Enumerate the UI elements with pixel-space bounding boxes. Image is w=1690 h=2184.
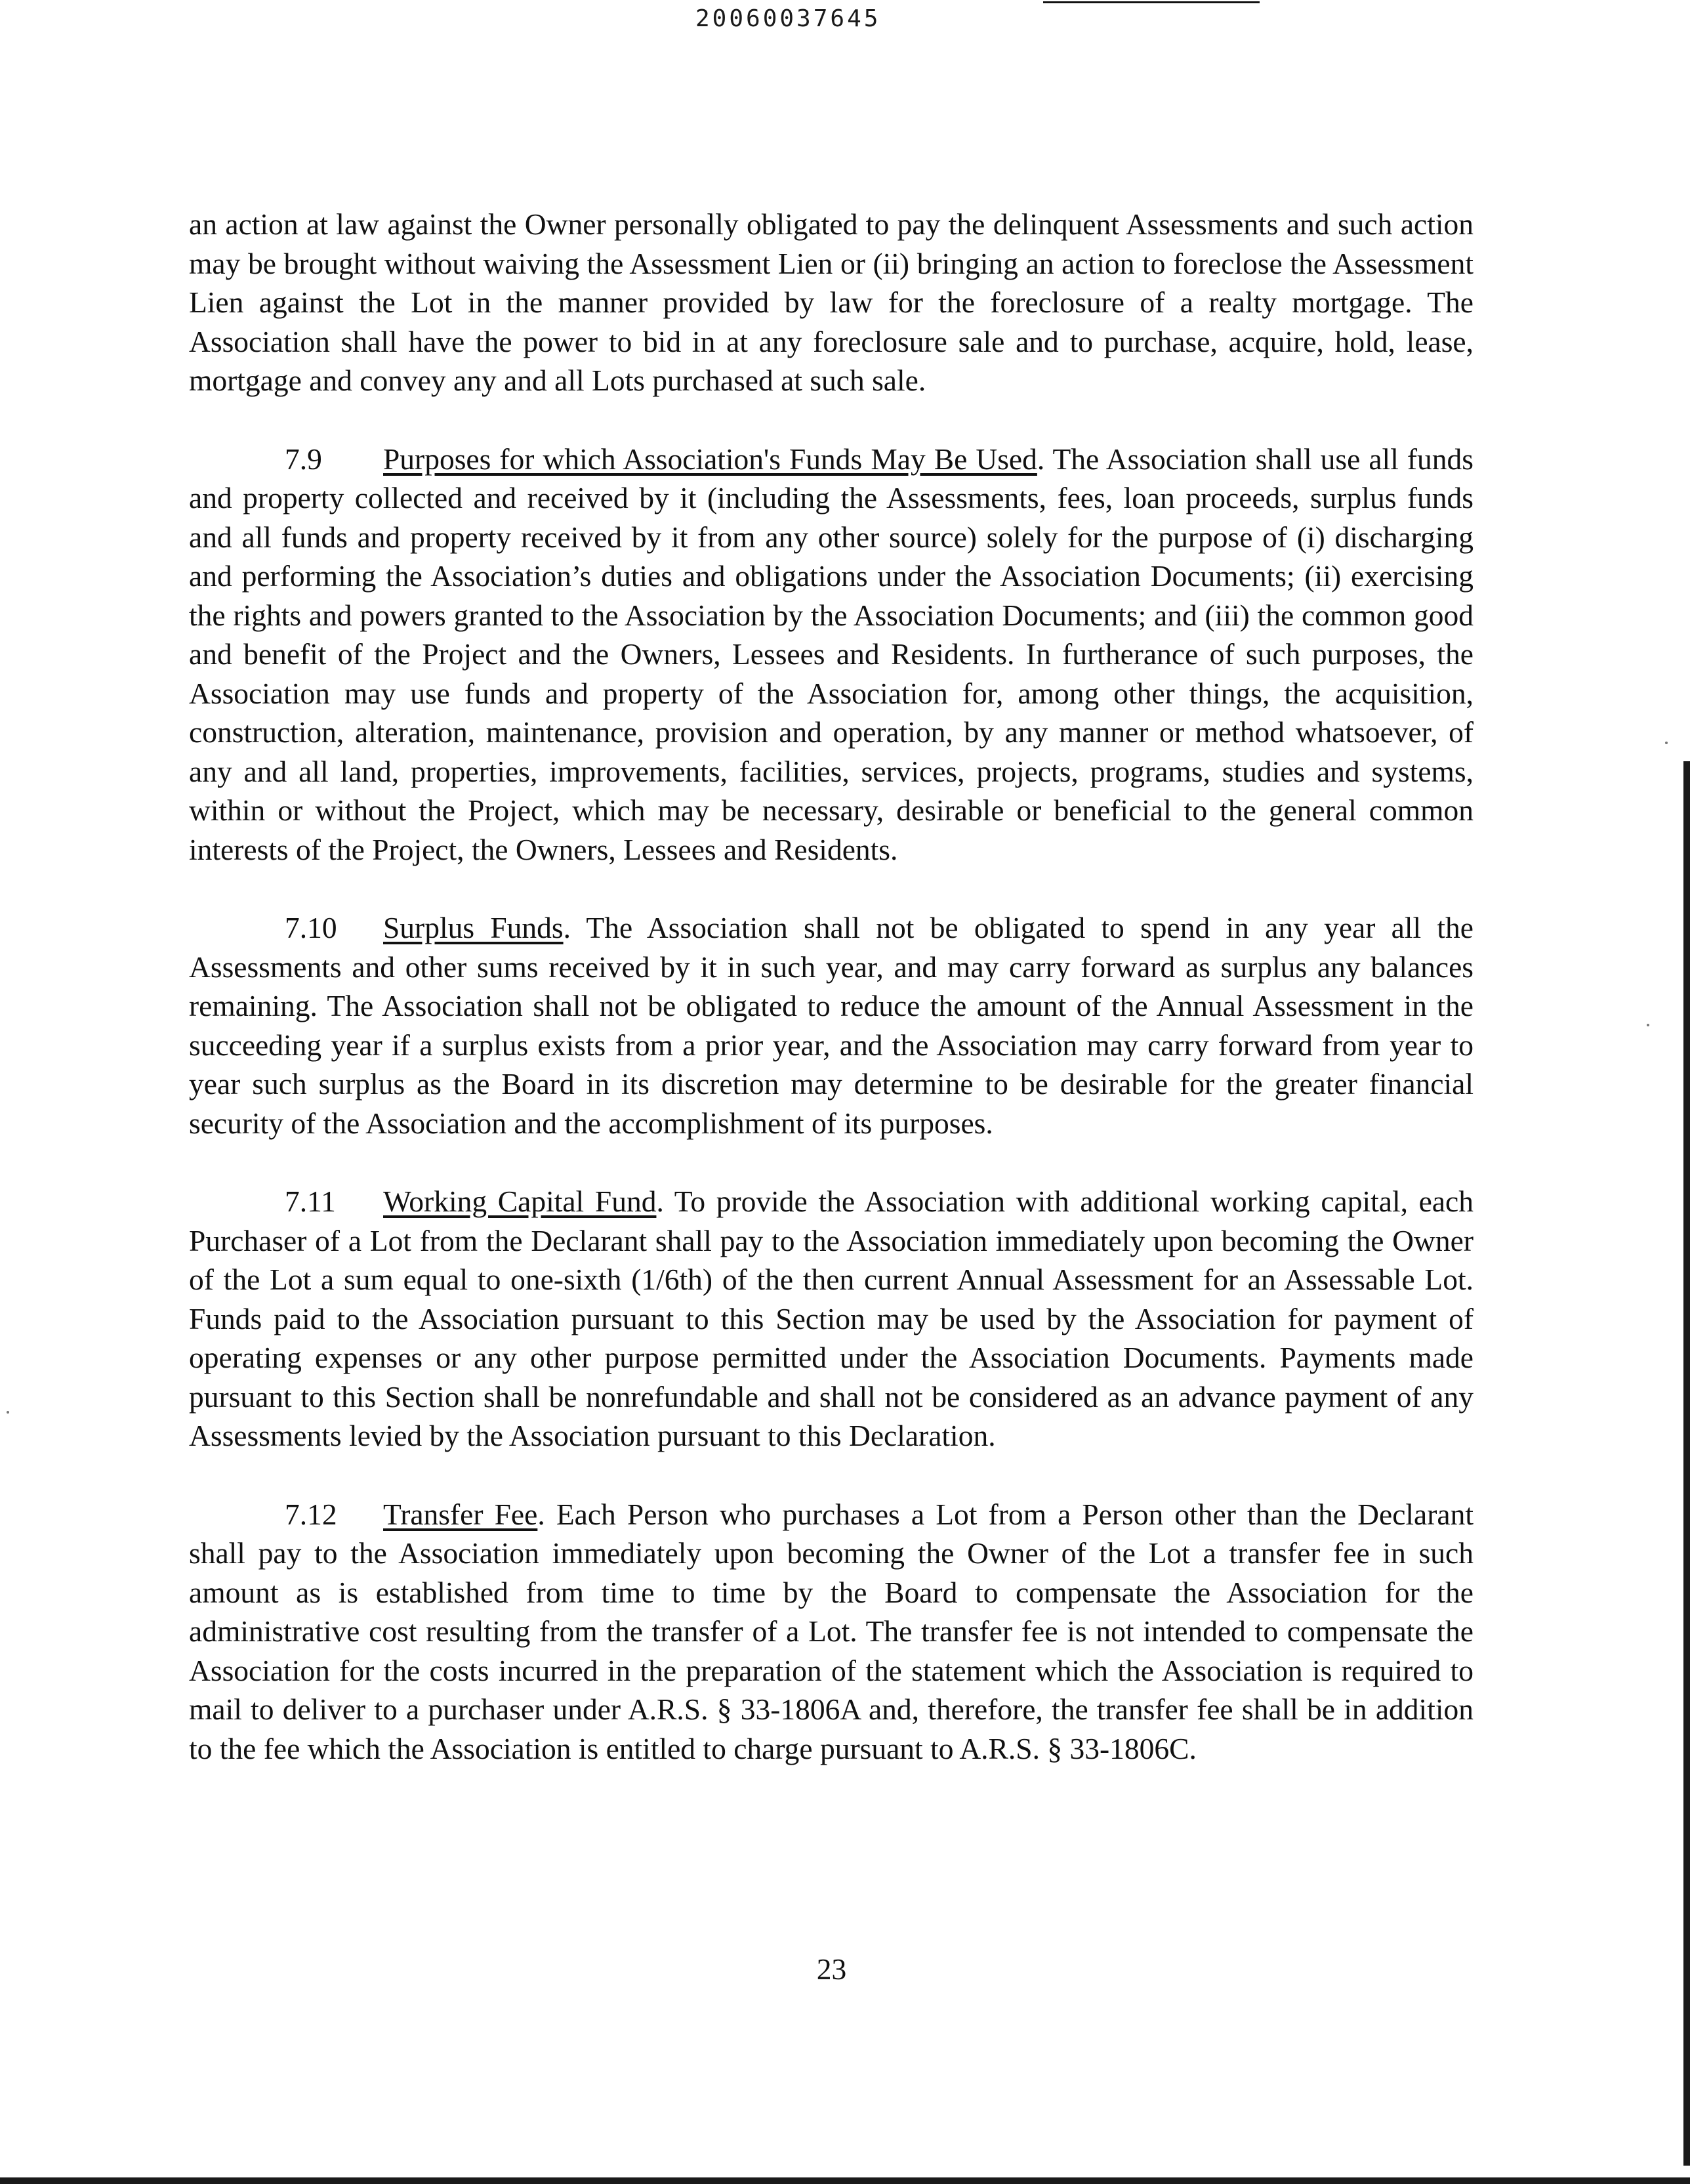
section-body: . To provide the Association with additional working capital, each Purchaser of a Lot from the Declarant shall pay to the Association immediately upon becoming the Owner of the Lot a sum equal to one-sixth (1/6th) of the then current Annual Assessment for an Assessable Lot. Funds paid to the Association pursuant to this Section may be used by the Association for payment of operating expenses or any other purpose permitted under the Association Documents. Payments made pursuant to this Section shall be nonrefundable and shall not be considered as an advance payment of any Assessments levied by the Association pursuant to this Declaration. — [189, 1185, 1474, 1452]
section-7-9 — [189, 440, 1474, 870]
scan-speck — [1665, 742, 1668, 744]
page-number: 23 — [816, 1952, 847, 1986]
scan-right-edge — [1683, 761, 1690, 2166]
section-number: 7.12 — [285, 1497, 337, 1531]
section-number: 7.11 — [285, 1185, 336, 1218]
continuation-paragraph: an action at law against the Owner personally obligated to pay the delinquent Assessments and such action may be brought without waiving the Assessment Lien or (ii) bringing an action to foreclose the Assessment Lien against the Lot in the manner provided by law for the foreclosure of a realty mortgage. The Association shall have the power to bid in at any foreclosure sale and to purchase, acquire, hold, lease, mortgage and convey any and all Lots purchased at such sale. — [189, 207, 1474, 397]
section-number: 7.9 — [285, 442, 322, 476]
section-title: Transfer Fee — [383, 1497, 538, 1531]
section-body: . Each Person who purchases a Lot from a Person other than the Declarant shall pay to the Association immediately upon becoming the Owner of the Lot a transfer fee in such amount as is established from time to time by the Board to compensate the Association for the administrative cost resulting from the transfer of a Lot. The transfer fee is not intended to compensate the Association for the costs incurred in the preparation of the statement which the Association is required to mail to deliver to a purchaser under A.R.S. § 33-1806A and, therefore, the transfer fee shall be in addition to the fee which the Association is entitled to charge pursuant to A.R.S. § 33-1806C. — [189, 1497, 1474, 1765]
scan-speck — [1647, 1024, 1649, 1026]
scan-bottom-edge — [0, 2177, 1690, 2184]
section-body: . The Association shall use all funds and property collected and received by it (including the Assessments, fees, loan proceeds, surplus funds and all funds and property received by it from any other source) solely for the purpose of (i) discharging and performing the Association’s duties and obligations under the Association Documents; (ii) exercising the rights and powers granted to the Association by the Association Documents; and (iii) the common good and benefit of the Project and the Owners, Lessees and Residents. In furtherance of such purposes, the Association may use funds and property of the Association for, among other things, the acquisition, construction, alteration, maintenance, provision and operation, by any manner or method whatsoever, of any and all land, properties, improvements, facilities, services, projects, programs, studies and systems, within or without the Project, which may be necessary, desirable or beneficial to the general common interests of the Project, the Owners, Lessees and Residents. — [189, 442, 1474, 866]
section-7-10 — [189, 908, 1474, 1143]
section-title: Working Capital Fund — [383, 1185, 657, 1218]
section-body: . The Association shall not be obligated to spend in any year all the Assessments and other sums received by it in such year, and may carry forward as surplus any balances remaining. The Association shall not be obligated to reduce the amount of the Annual Assessment in the succeeding year if a surplus exists from a prior year, and the Association may carry forward from year to year such surplus as the Board in its discretion may determine to be desirable for the greater financial security of the Association and the accomplishment of its purposes. — [189, 911, 1474, 1140]
top-rule — [1043, 1, 1260, 3]
section-title: Surplus Funds — [383, 911, 564, 944]
recording-number: 20060037645 — [695, 5, 881, 32]
section-7-11 — [189, 1182, 1474, 1456]
section-7-12 — [189, 1495, 1474, 1769]
section-number: 7.10 — [285, 911, 337, 944]
section-title: Purposes for which Association's Funds May Be Used — [383, 442, 1037, 476]
scan-speck — [7, 1411, 9, 1414]
document-body — [189, 205, 1474, 1768]
